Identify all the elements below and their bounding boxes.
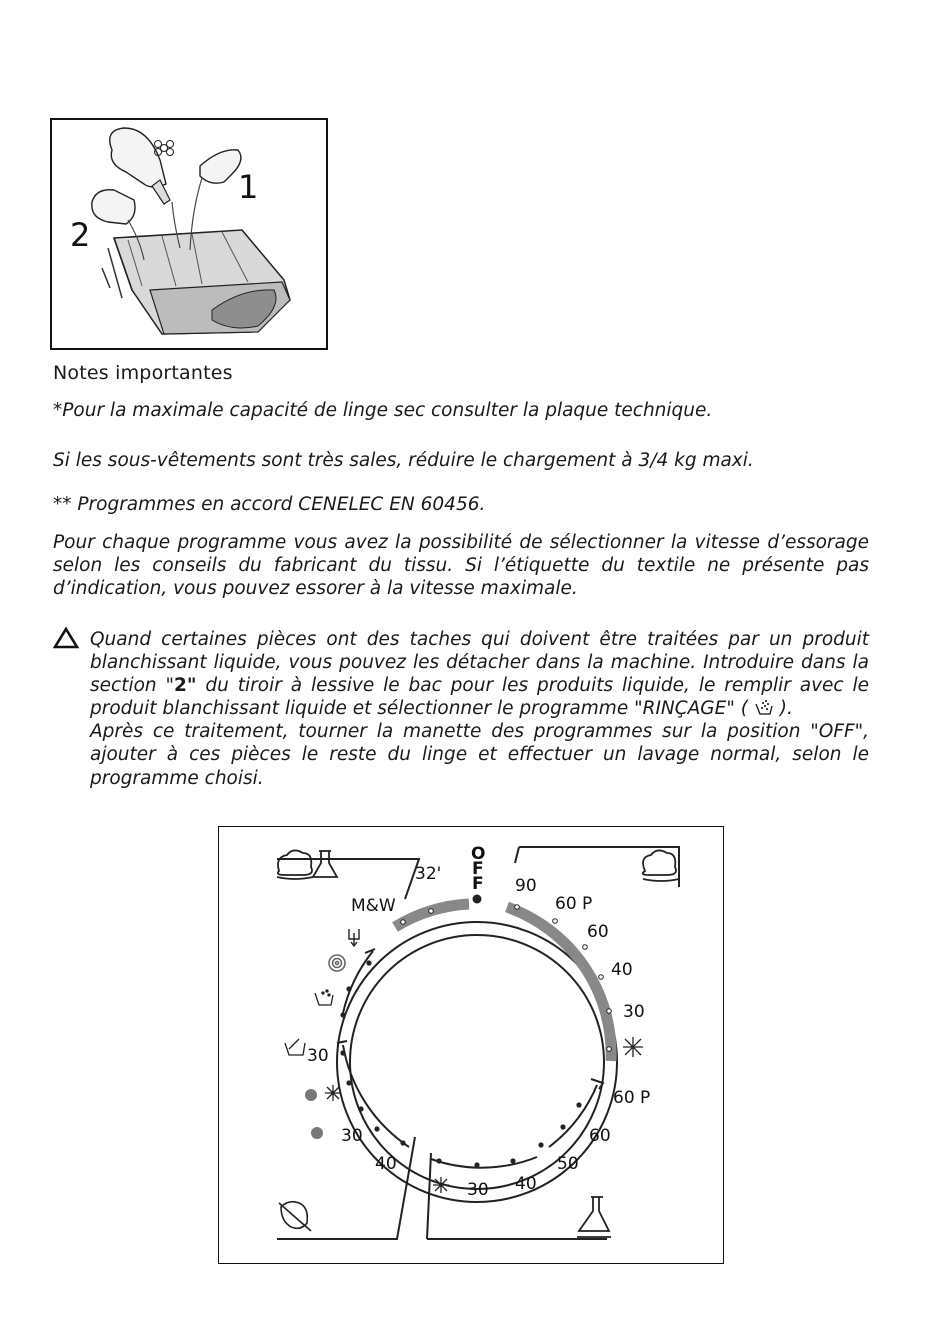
wool-icon: [305, 1089, 323, 1139]
off-letter-f2: F: [472, 874, 484, 894]
time-32: 32': [415, 864, 442, 884]
synthetic-temp-60p: 60 P: [613, 1088, 651, 1108]
warning-text-2: du tiroir à lessive le bac pour les produits liquide, le remplir avec le produit blanchissant liquide et sélectionner le programme "RINÇAGE" (: [90, 675, 869, 720]
synthetic-icon: [313, 851, 337, 877]
note-cenelec: ** Programmes en accord CENELEC EN 60456.: [53, 494, 486, 515]
dispenser-figure: [50, 118, 328, 350]
snowflake-icon: [325, 1037, 643, 1193]
temp-30: 30: [623, 1002, 645, 1022]
warning-paragraph-2: Après ce traitement, tourner la manette des programmes sur la position "OFF", ajouter à ces pièces le reste du linge et effectuer un lavage normal, selon le programme choisi.: [90, 721, 869, 789]
synthetic-temp-30: 30: [467, 1180, 489, 1200]
cotton-icon-right: [643, 850, 679, 881]
rinse-icon: [754, 698, 774, 717]
mw-label: M&W: [351, 896, 396, 916]
delicate-feather-icon: [279, 1202, 311, 1231]
warning-section-2: 2": [174, 675, 197, 697]
note-underwear: Si les sous-vêtements sont très sales, réduire le chargement à 3/4 kg maxi.: [53, 450, 754, 471]
off-letter-o: O: [471, 844, 486, 864]
rinse-icon: [315, 990, 333, 1005]
synthetic-temp-60: 60: [589, 1126, 611, 1146]
note-capacity: *Pour la maximale capacité de linge sec consulter la plaque technique.: [53, 400, 713, 421]
synthetic-temp-40: 40: [515, 1174, 537, 1194]
label-2: 2: [70, 216, 91, 254]
cotton-icon: [277, 850, 313, 879]
warning-paragraph-1: [90, 628, 869, 720]
warning-text-1: Quand certaines pièces ont des taches qui doivent être traitées par un produit blanchissant liquide, vous pouvez les détacher dans la machine. Introduire dans la section ": [90, 629, 869, 697]
warning-text-3: ).: [779, 698, 793, 720]
warning-block: [90, 628, 869, 790]
wool-temp-40: 40: [375, 1154, 397, 1174]
handwash-temp-30: 30: [307, 1046, 329, 1066]
programme-dial-figure: [218, 826, 724, 1264]
temp-90: 90: [515, 876, 537, 896]
handwash-icon: [285, 1039, 305, 1055]
drain-icon: [349, 929, 359, 946]
notes-title: Notes importantes: [53, 362, 233, 384]
note-spin-speed: Pour chaque programme vous avez la possibilité de sélectionner la vitesse d’essorage selon les conseils du fabricant du tissu. Si l’étiquette du textile ne présente pas d’indication, vous pouvez essorer à la vitesse maximale.: [53, 532, 869, 599]
detergent-drawer-icon: [52, 120, 326, 348]
spin-icon: [329, 955, 345, 971]
wool-temp-30: 30: [341, 1126, 363, 1146]
temp-60p: 60 P: [555, 894, 593, 914]
temp-40: 40: [611, 960, 633, 980]
off-letter-f1: F: [472, 859, 484, 879]
synthetic-icon-bottom: [577, 1197, 611, 1237]
temp-60: 60: [587, 922, 609, 942]
warning-triangle-icon: [52, 626, 80, 650]
programme-dial: [219, 827, 722, 1262]
synthetic-temp-50: 50: [557, 1154, 579, 1174]
label-1: 1: [238, 168, 259, 206]
